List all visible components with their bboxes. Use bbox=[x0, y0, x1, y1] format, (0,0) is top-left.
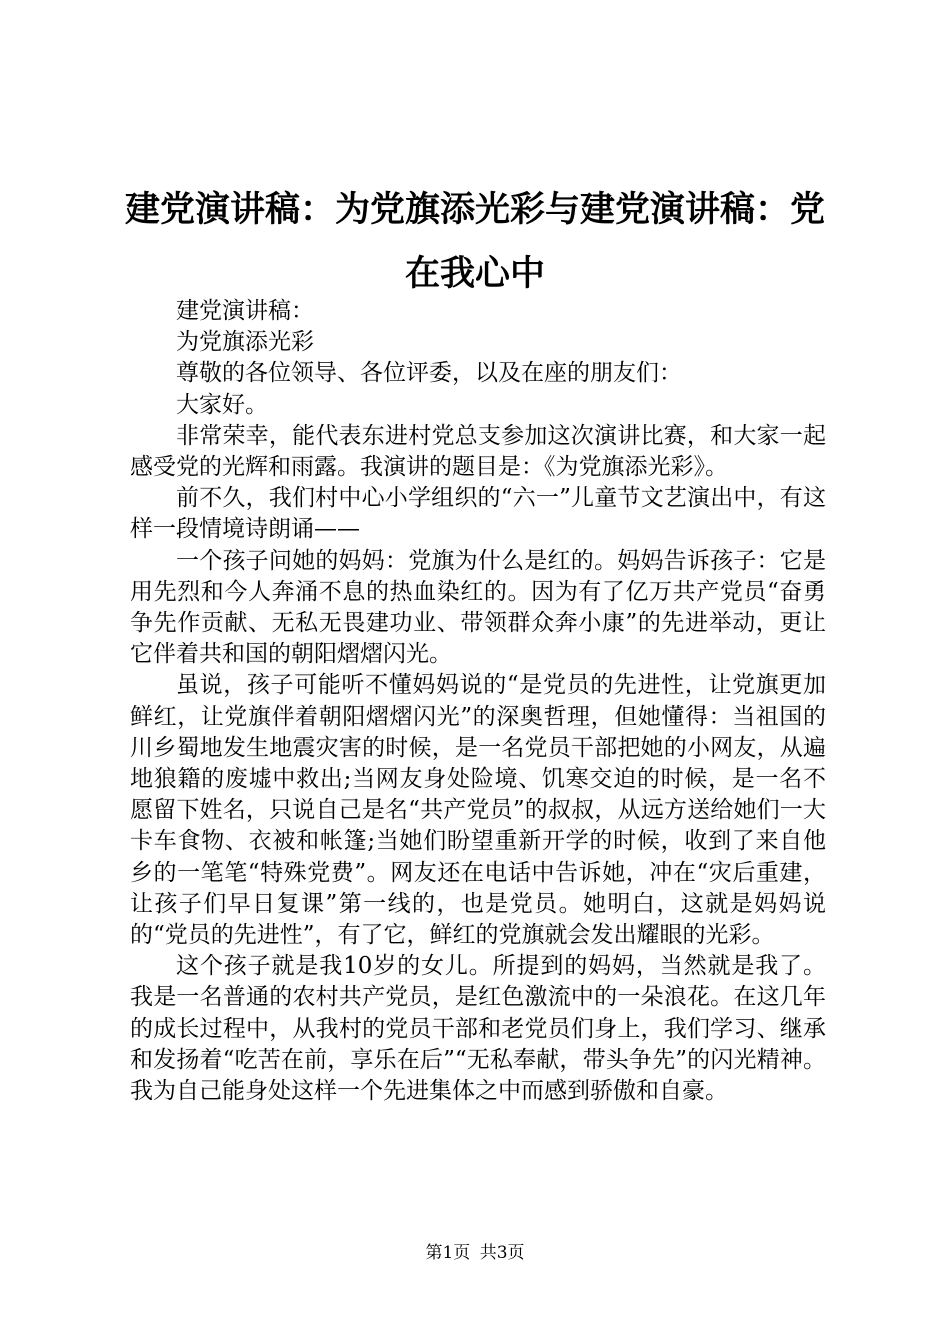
paragraph: 前不久，我们村中心小学组织的“六一”儿童节文艺演出中，有这样一段情境诗朗诵—— bbox=[130, 485, 826, 543]
paragraph: 这个孩子就是我10岁的女儿。所提到的妈妈，当然就是我了。我是一名普通的农村共产党员，是红色激流中的一朵浪花。在这几年的成长过程中，从我村的党员干部和老党员们身上，我们学习、继承和发扬着“吃苦在前，享乐在后”“无私奉献，带头争先”的闪光精神。我为自己能身处这样一个先进集体之中而感到骄傲和自豪。 bbox=[130, 953, 826, 1105]
paragraph: 非常荣幸，能代表东进村党总支参加这次演讲比赛，和大家一起感受党的光辉和雨露。我演讲的题目是：《为党旗添光彩》。 bbox=[130, 422, 826, 481]
paragraph: 大家好。 bbox=[176, 391, 268, 418]
paragraph: 尊敬的各位领导、各位评委，以及在座的朋友们： bbox=[176, 360, 682, 387]
paragraph: 一个孩子问她的妈妈：党旗为什么是红的。妈妈告诉孩子：它是用先烈和今人奔涌不息的热血染红的。因为有了亿万共产党员“奋勇争先作贡献、无私无畏建功业、带领群众奔小康”的先进举动，更让它伴着共和国的朝阳熠熠闪光。 bbox=[130, 547, 826, 668]
paragraph: 为党旗添光彩 bbox=[176, 329, 314, 356]
page-total: 共3页 bbox=[479, 1243, 525, 1263]
document-title: 建党演讲稿：为党旗添光彩与建党演讲稿：党在我心中 bbox=[124, 190, 825, 294]
paragraph: 建党演讲稿： bbox=[176, 298, 314, 324]
page-number: 第1页 bbox=[425, 1243, 471, 1263]
page-footer bbox=[0, 1243, 950, 1263]
paragraph: 虽说，孩子可能听不懂妈妈说的“是党员的先进性，让党旗更加鲜红，让党旗伴着朝阳熠熠闪光”的深奥哲理，但她懂得：当祖国的川乡蜀地发生地震灾害的时候，是一名党员干部把她的小网友，从遍地狼籍的废墟中救出;当网友身处险境、饥寒交迫的时候，是一名不愿留下姓名，只说自己是名“共产党员”的叔叔，从远方送给她们一大卡车食物、衣被和帐篷;当她们盼望重新开学的时候，收到了来自他乡的一笔笔“特殊党费”。网友还在电话中告诉她，冲在“灾后重建，让孩子们早日复课”第一线的，也是党员。她明白，这就是妈妈说的“党员的先进性”，有了它，鲜红的党旗就会发出耀眼的光彩。 bbox=[130, 672, 826, 949]
document-body bbox=[130, 296, 826, 1107]
